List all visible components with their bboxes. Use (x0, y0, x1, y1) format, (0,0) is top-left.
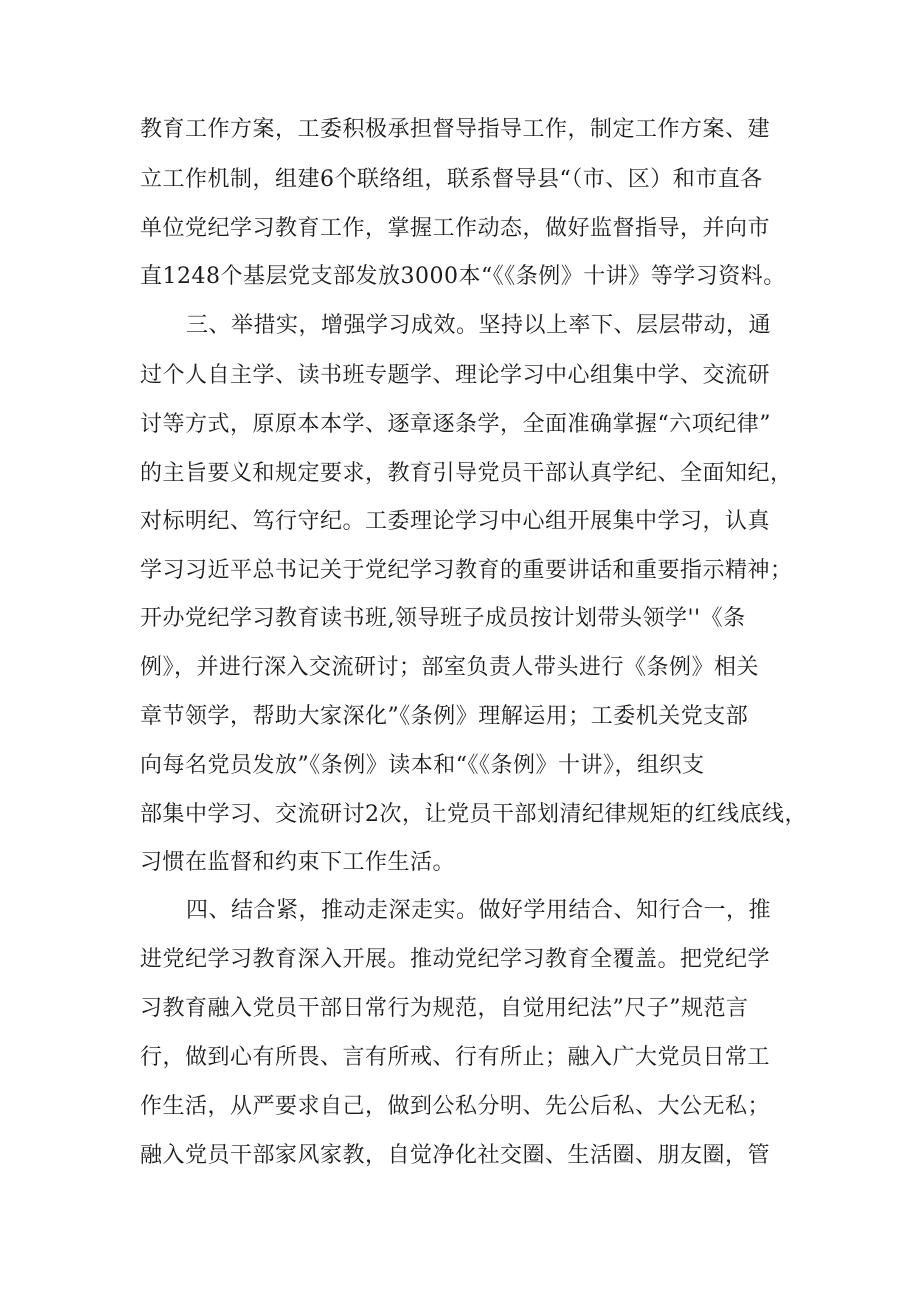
text-line: 直1248个基层党支部发放3000本“《《条例》十讲》等学习资料。 (140, 264, 786, 289)
text-line: 讨等方式，原原本本学、逐章逐条学，全面准确掌握“六项纪律” (140, 412, 771, 437)
text-line: 作生活，从严要求自己，做到公私分明、先公后私、大公无私； (140, 1094, 771, 1119)
text-line: 单位党纪学习教育工作，掌握工作动态，做好监督指导，并向市 (140, 216, 771, 241)
text-line: 学习习近平总书记关于党纪学习教育的重要讲话和重要指示精神； (140, 558, 793, 583)
text-line: 习教育融入党员干部日常行为规范，自觉用纪法”尺子”规范言 (140, 996, 749, 1021)
text-line: 开办党纪学习教育读书班,领导班子成员按计划带头领学''《条 (140, 606, 746, 631)
text-line: 进党纪学习教育深入开展。推动党纪学习教育全覆盖。把党纪学 (140, 947, 771, 972)
section-heading-line: 四、结合紧，推动走深走实。做好学用结合、知行合一，推 (186, 898, 772, 923)
text-line: 过个人自主学、读书班专题学、理论学习中心组集中学、交流研 (140, 363, 771, 388)
text-line: 向每名党员发放”《条例》读本和“《《条例》十讲》，组织支 (140, 753, 705, 778)
text-line: 章节领学，帮助大家深化”《条例》理解运用；工委机关党支部 (140, 704, 749, 729)
text-line: 习惯在监督和约束下工作生活。 (140, 850, 456, 875)
text-line: 融入党员干部家风家教，自觉净化社交圈、生活圈、朋友圈，管 (140, 1143, 771, 1168)
text-line: 部集中学习、交流研讨2次，让党员干部划清纪律规矩的红线底线， (140, 802, 807, 827)
section-heading-line: 三、举措实，增强学习成效。坚持以上率下、层层带动，通 (186, 313, 772, 338)
text-line: 例》，并进行深入交流研讨；部室负责人带头进行《条例》相关 (140, 655, 760, 680)
text-line: 的主旨要义和规定要求，教育引导党员干部认真学纪、全面知纪， (140, 461, 793, 486)
text-line: 对标明纪、笃行守纪。工委理论学习中心组开展集中学习，认真 (140, 509, 771, 534)
text-line: 立工作机制，组建6个联络组，联系督导县“（市、区）和市直各 (140, 167, 763, 192)
text-line: 教育工作方案，工委积极承担督导指导工作，制定工作方案、建 (140, 117, 771, 142)
text-line: 行，做到心有所畏、言有所戒、行有所止；融入广大党员日常工 (140, 1045, 771, 1070)
